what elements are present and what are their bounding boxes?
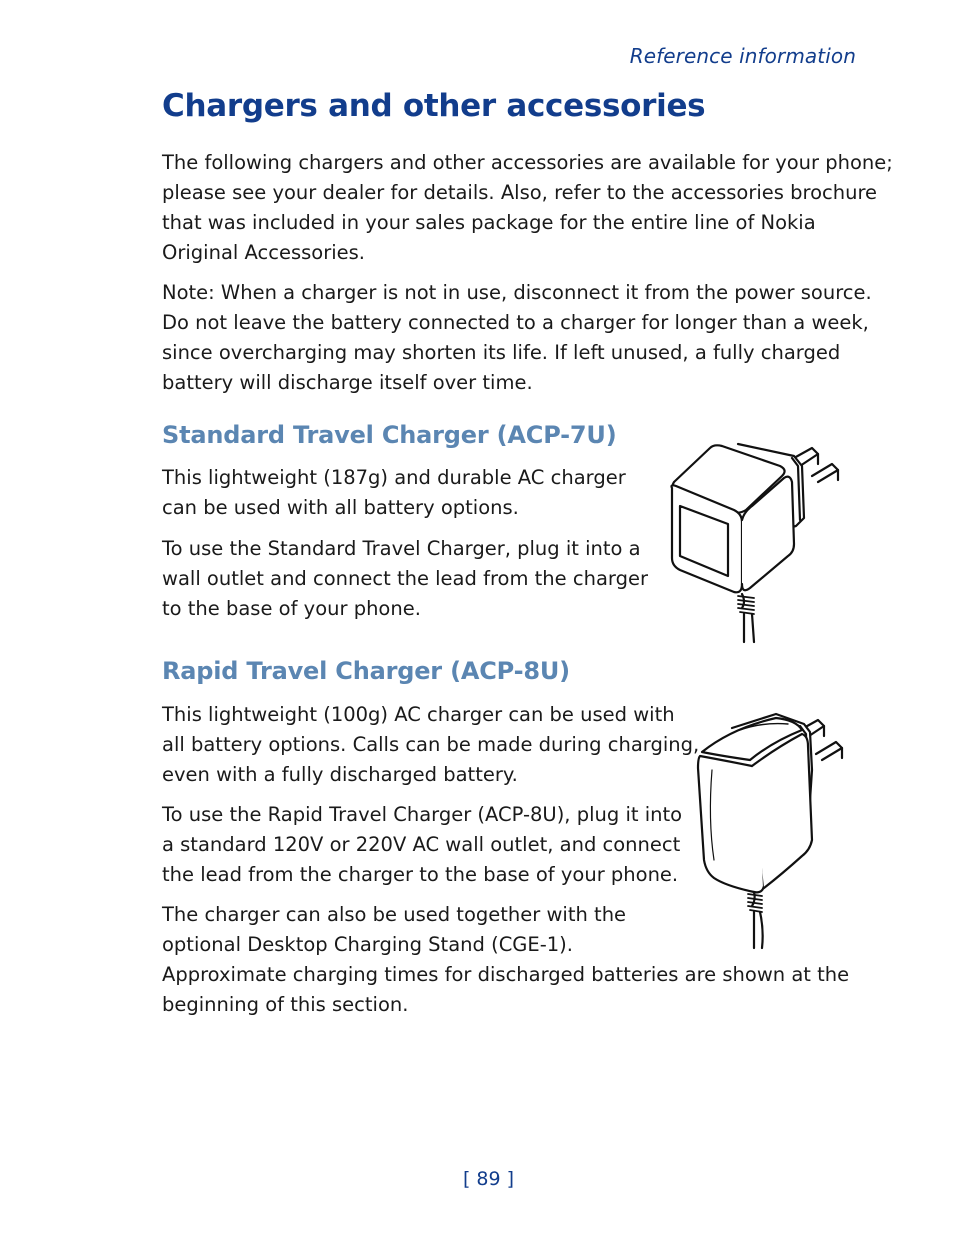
rapid-charger-stand-line: The charger can also be used together with the	[162, 903, 627, 926]
rapid-travel-charger-illustration	[692, 710, 854, 952]
rapid-charger-line: all battery options. Calls can be made during charging,	[162, 733, 700, 756]
intro-line: The following chargers and other accessories are available for your phone;	[162, 151, 893, 174]
rapid-charger-line: This lightweight (100g) AC charger can be used with	[162, 703, 675, 726]
standard-travel-charger-illustration	[662, 436, 852, 646]
standard-charger-usage-line: To use the Standard Travel Charger, plug it into a	[162, 537, 641, 560]
intro-line: Original Accessories.	[162, 241, 365, 264]
rapid-charger-heading: Rapid Travel Charger (ACP-8U)	[162, 657, 570, 685]
intro-line: please see your dealer for details. Also, refer to the accessories brochure	[162, 181, 878, 204]
standard-charger-line: can be used with all battery options.	[162, 496, 519, 519]
rapid-charger-usage	[162, 800, 682, 890]
page-title: Chargers and other accessories	[162, 88, 706, 124]
standard-charger-description	[162, 463, 626, 523]
running-head: Reference information	[629, 44, 856, 68]
intro-line: that was included in your sales package for the entire line of Nokia	[162, 211, 816, 234]
standard-charger-line: This lightweight (187g) and durable AC charger	[162, 466, 626, 489]
standard-charger-usage	[162, 534, 648, 624]
rapid-charger-line: even with a fully discharged battery.	[162, 763, 518, 786]
intro-paragraph	[162, 148, 893, 268]
rapid-charger-stand-line: optional Desktop Charging Stand (CGE-1).	[162, 933, 573, 956]
standard-charger-usage-line: to the base of your phone.	[162, 597, 421, 620]
rapid-charger-usage-line: the lead from the charger to the base of your phone.	[162, 863, 679, 886]
note-line: since overcharging may shorten its life. If left unused, a fully charged	[162, 341, 841, 364]
note-line: battery will discharge itself over time.	[162, 371, 533, 394]
page-number: [ 89 ]	[462, 1168, 515, 1190]
rapid-charger-usage-line: To use the Rapid Travel Charger (ACP-8U), plug it into	[162, 803, 683, 826]
note-line: Do not leave the battery connected to a charger for longer than a week,	[162, 311, 869, 334]
rapid-charger-description	[162, 700, 699, 790]
rapid-charger-stand-line: beginning of this section.	[162, 993, 409, 1016]
note-line: Note: When a charger is not in use, disconnect it from the power source.	[162, 281, 872, 304]
standard-charger-heading: Standard Travel Charger (ACP-7U)	[162, 421, 617, 449]
rapid-charger-usage-line: a standard 120V or 220V AC wall outlet, and connect	[162, 833, 681, 856]
rapid-charger-stand-line: Approximate charging times for discharged batteries are shown at the	[162, 963, 850, 986]
standard-charger-usage-line: wall outlet and connect the lead from the charger	[162, 567, 648, 590]
note-paragraph	[162, 278, 872, 398]
